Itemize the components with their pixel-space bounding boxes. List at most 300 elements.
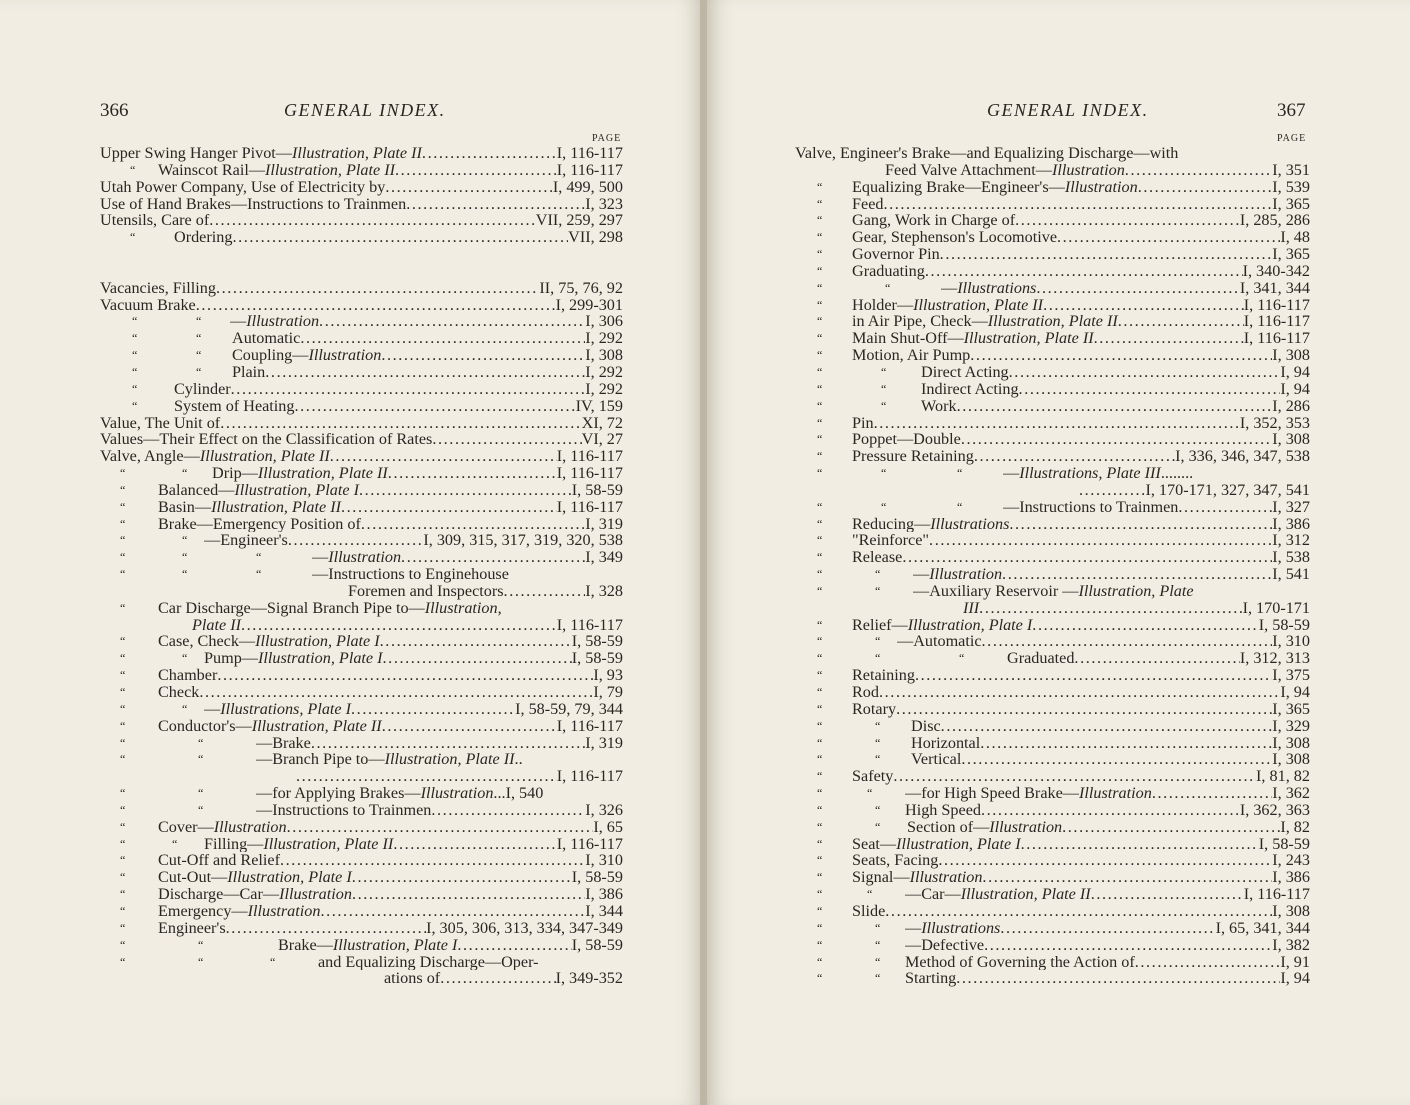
page-reference: I, 309, 315, 317, 319, 320, 538	[423, 532, 623, 550]
entry-italic: Illustration	[246, 313, 320, 331]
ditto-mark: “	[120, 887, 126, 902]
page-reference: I, 323	[585, 195, 623, 213]
entry-text: Motion, Air Pump	[852, 347, 971, 364]
entry-text: Pressure Retaining	[852, 448, 974, 466]
ditto-mark: “	[182, 651, 188, 666]
entry-italic: Illustrations, Plate III	[1019, 465, 1161, 482]
entry-text: Case, Check—	[158, 633, 256, 651]
leader-dots	[1009, 364, 1281, 381]
entry-italic: Illustration	[1051, 161, 1125, 179]
leader-dots	[457, 937, 571, 954]
ditto-mark: “	[817, 617, 823, 632]
entry-italic: Illustration	[328, 549, 402, 567]
right-page	[707, 0, 1410, 1105]
ditto-mark: “	[817, 668, 823, 683]
page-reference: I, 308	[1272, 347, 1310, 364]
index-entry	[795, 785, 1310, 802]
leader-dots	[216, 280, 539, 297]
ditto-mark: “	[132, 381, 138, 396]
index-entry	[100, 145, 623, 162]
page-reference: I, 386	[585, 886, 623, 903]
index-entry	[795, 212, 1310, 229]
page-reference: I, 308	[1272, 751, 1310, 769]
page-reference: I, 91	[1280, 953, 1310, 971]
page-reference: I, 243	[1272, 852, 1310, 870]
index-entry	[795, 145, 1310, 162]
page-reference: I, 341, 344	[1239, 279, 1310, 297]
ditto-mark: “	[120, 466, 126, 481]
index-entry	[100, 566, 623, 583]
index-entry	[795, 330, 1310, 347]
ditto-mark: “	[182, 567, 188, 582]
entry-text: —Branch Pipe to—	[256, 751, 385, 769]
entry-text: Values—Their Effect on the Classification of Rates	[100, 431, 433, 449]
ditto-mark: “	[120, 802, 126, 817]
entry-text: —	[204, 700, 221, 718]
index-entry	[795, 297, 1310, 314]
index-entry	[795, 516, 1310, 533]
ditto-mark: “	[120, 482, 126, 497]
ditto-mark: “	[120, 870, 126, 885]
ditto-mark: “	[817, 364, 823, 379]
page-reference: I, 365	[1272, 700, 1310, 718]
ditto-mark: “	[875, 937, 881, 952]
ditto-mark: “	[132, 398, 138, 413]
ditto-mark: “	[817, 280, 823, 295]
index-entry	[795, 179, 1310, 196]
leader-dots	[1118, 313, 1244, 330]
ditto-mark: “	[120, 718, 126, 733]
leader-dots	[957, 398, 1273, 415]
ditto-mark: “	[875, 718, 881, 733]
ditto-mark: “	[120, 634, 126, 649]
entry-italic: Illustration	[308, 347, 382, 364]
index-entry	[100, 465, 623, 482]
leader-dots	[981, 802, 1240, 819]
entry-italic: Illustration, Plate I	[227, 869, 352, 887]
leader-dots	[938, 852, 1272, 869]
entry-text: Pump—	[204, 650, 258, 668]
ditto-mark: “	[198, 735, 204, 750]
entry-text: Wainscot Rail—	[158, 161, 266, 179]
entry-text: —	[230, 313, 247, 331]
ditto-mark: “	[881, 364, 887, 379]
leader-dots	[199, 684, 593, 701]
ditto-mark: “	[817, 314, 823, 329]
entry-text: Ordering	[174, 229, 233, 247]
page-number: 367	[1277, 100, 1306, 121]
page-reference: I, 94	[1280, 684, 1310, 701]
ditto-mark: “	[817, 786, 823, 801]
entry-text: Engineer's	[158, 919, 226, 937]
index-entry	[100, 819, 623, 836]
page-reference: I, 349	[585, 549, 623, 567]
index-entry	[100, 920, 623, 937]
index-entry	[100, 499, 623, 516]
page-reference: I, 58-59	[1258, 835, 1310, 853]
page-reference: I, 94	[1280, 970, 1310, 988]
entry-text: Coupling—	[232, 347, 309, 364]
ditto-mark: “	[875, 583, 881, 598]
index-entry	[795, 836, 1310, 853]
ditto-mark: “	[817, 769, 823, 784]
entry-text: Conductor's—	[158, 717, 252, 735]
ditto-mark: “	[875, 567, 881, 582]
page-reference: I, 94	[1280, 363, 1310, 381]
entry-text: in Air Pipe, Check—	[852, 313, 988, 331]
index-entry	[100, 600, 623, 617]
leader-dots	[1079, 482, 1145, 499]
page-reference: I, 327	[1272, 498, 1310, 516]
index-entry	[795, 937, 1310, 954]
page-reference: I, 328	[585, 582, 623, 600]
entry-italic: Illustration, Plate II	[291, 145, 422, 162]
entry-text: —Instructions to Trainmen	[1003, 498, 1179, 516]
index-entry	[795, 532, 1310, 549]
entry-text: ations of	[384, 970, 441, 988]
index-entry	[100, 381, 623, 398]
page-reference: I, 299-301	[555, 296, 623, 314]
page-reference: I, 292	[585, 380, 623, 398]
index-entry	[795, 684, 1310, 701]
ditto-mark: “	[817, 954, 823, 969]
ditto-mark: “	[817, 718, 823, 733]
ditto-mark: “	[817, 735, 823, 750]
ditto-mark: “	[817, 415, 823, 430]
entry-text: Utensils, Care of	[100, 212, 210, 230]
index-entry	[100, 718, 623, 735]
page-reference: I, 58-59	[571, 481, 623, 499]
leader-dots	[1135, 954, 1281, 971]
index-entry	[100, 297, 623, 314]
entry-text: —Engineer's	[204, 532, 288, 550]
entry-text: Cover—	[158, 818, 214, 836]
index-entry	[100, 179, 623, 196]
entry-text: Poppet—Double	[852, 431, 961, 449]
page-reference: I, 65	[593, 818, 623, 836]
leader-dots	[504, 583, 586, 600]
page-reference: I, 306	[585, 313, 623, 331]
ditto-mark: “	[817, 550, 823, 565]
index-entry	[100, 836, 623, 853]
leader-dots	[874, 415, 1240, 432]
ditto-mark: “	[182, 701, 188, 716]
page-reference: I, 539	[1272, 178, 1310, 196]
leader-dots	[380, 633, 572, 650]
page-reference: I, 351	[1272, 161, 1310, 179]
ditto-mark: “	[256, 550, 262, 565]
leader-dots	[896, 701, 1272, 718]
leader-dots	[422, 145, 557, 162]
leader-dots	[956, 970, 1280, 987]
index-column	[100, 145, 623, 987]
page-reference: I, 375	[1272, 667, 1310, 684]
index-entry	[100, 684, 623, 701]
page-reference: I, 319	[585, 734, 623, 752]
ditto-mark: “	[817, 381, 823, 396]
leader-dots	[925, 263, 1243, 280]
leader-dots	[385, 179, 553, 196]
page-reference: I, 58-59	[571, 633, 623, 651]
entry-text: Starting	[905, 970, 957, 988]
index-entry	[100, 431, 623, 448]
entry-text: Upper Swing Hanger Pivot—	[100, 145, 292, 162]
index-entry	[100, 415, 623, 432]
ditto-mark: “	[198, 786, 204, 801]
index-entry	[795, 162, 1310, 179]
ditto-mark: “	[130, 230, 136, 245]
entry-text: —	[905, 919, 922, 937]
page-column-label: PAGE	[1277, 133, 1307, 144]
entry-text: Direct Acting	[921, 363, 1009, 381]
ditto-mark: “	[132, 364, 138, 379]
page-reference: I, 170-171	[1242, 599, 1310, 617]
entry-text: Gear, Stephenson's Locomotive	[852, 229, 1058, 247]
leader-dots	[381, 347, 585, 364]
entry-text: Method of Governing the Action of	[905, 953, 1135, 971]
entry-italic: Illustration	[909, 869, 983, 887]
ditto-mark: “	[120, 550, 126, 565]
page-reference: VII, 259, 297	[535, 212, 623, 230]
leader-dots	[319, 313, 585, 330]
leader-dots	[1152, 785, 1272, 802]
entry-italic: III	[963, 599, 980, 617]
entry-text: High Speed	[905, 801, 981, 819]
leader-dots	[1138, 179, 1273, 196]
index-entry	[795, 415, 1310, 432]
entry-italic: Illustration	[1078, 785, 1152, 802]
entry-text: —	[1003, 465, 1020, 482]
entry-text: Release	[852, 549, 903, 567]
leader-dots	[879, 684, 1280, 701]
page-reference: I, 308	[585, 347, 623, 364]
entry-text: Main Shut-Off—	[852, 330, 964, 348]
left-page	[0, 0, 703, 1105]
page-reference: I, 286	[1272, 397, 1310, 415]
leader-dots	[287, 819, 594, 836]
entry-italic: Illustrations	[930, 515, 1010, 533]
entry-text: and Equalizing Discharge—Oper-	[318, 953, 539, 971]
index-entry	[100, 196, 623, 213]
ditto-mark: “	[817, 752, 823, 767]
index-entry	[795, 313, 1310, 330]
index-entry	[795, 920, 1310, 937]
index-entry	[100, 735, 623, 752]
index-entry	[795, 886, 1310, 903]
leader-dots	[1032, 617, 1258, 634]
entry-text: System of Heating	[174, 397, 295, 415]
entry-text: Graduating	[852, 262, 925, 280]
entry-italic: Illustration	[279, 886, 352, 903]
page-reference: I, 352, 353	[1239, 414, 1310, 432]
index-entry	[795, 650, 1310, 667]
ditto-mark: “	[817, 887, 823, 902]
leader-dots	[431, 802, 585, 819]
leader-dots	[940, 246, 1273, 263]
leader-dots	[432, 431, 581, 448]
leader-dots	[383, 650, 572, 667]
index-entry	[795, 566, 1310, 583]
entry-text: —	[941, 279, 958, 297]
ditto-mark: “	[120, 499, 126, 514]
ditto-mark: “	[817, 499, 823, 514]
page-reference: I, 365	[1272, 246, 1310, 263]
page-number: 366	[100, 100, 129, 121]
page-reference: VI, 27	[581, 431, 623, 449]
ditto-mark: “	[132, 331, 138, 346]
ditto-mark: “	[817, 263, 823, 278]
index-entry	[100, 802, 623, 819]
ditto-mark: “	[120, 903, 126, 918]
index-entry	[795, 701, 1310, 718]
leader-dots	[209, 212, 536, 229]
ditto-mark: “	[817, 651, 823, 666]
ditto-mark: “	[867, 887, 873, 902]
running-head: GENERAL INDEX.	[987, 100, 1149, 120]
entry-text: Pin	[852, 414, 874, 432]
leader-dots	[352, 886, 585, 903]
leader-dots	[893, 768, 1256, 785]
entry-text: Governor Pin	[852, 246, 940, 263]
leader-dots	[1062, 819, 1280, 836]
leader-dots	[231, 381, 586, 398]
index-entry	[795, 465, 1310, 482]
entry-text: Automatic	[232, 330, 301, 348]
index-entry	[100, 212, 623, 229]
page-reference: I, 386	[1272, 515, 1310, 533]
index-entry	[100, 937, 623, 954]
entry-text: Check	[158, 684, 200, 701]
entry-italic: Illustration	[420, 785, 494, 802]
page-reference: I, 336, 346, 347, 538	[1175, 448, 1310, 466]
ditto-mark: “	[817, 213, 823, 228]
running-head: GENERAL INDEX.	[284, 100, 446, 120]
entry-text: Cylinder	[174, 380, 231, 398]
index-entry	[100, 852, 623, 869]
entry-text: —Brake	[256, 734, 311, 752]
page-reference: I, 344	[585, 902, 623, 920]
leader-dots	[217, 667, 593, 684]
entry-text: —	[312, 549, 329, 567]
ditto-mark: “	[957, 499, 963, 514]
index-entry	[100, 347, 623, 364]
ditto-mark: “	[885, 280, 891, 295]
page-reference: I, 312	[1272, 532, 1310, 550]
entry-text: "Reinforce"	[852, 532, 930, 550]
ditto-mark: “	[120, 786, 126, 801]
entry-italic: Illustration,	[424, 599, 502, 617]
leader-dots	[979, 600, 1242, 617]
ditto-mark: “	[196, 364, 202, 379]
index-entry	[795, 600, 1310, 617]
leader-dots	[401, 549, 585, 566]
ditto-mark: “	[875, 971, 881, 986]
index-entry	[100, 583, 623, 600]
leader-dots	[341, 499, 557, 516]
entry-italic: Illustration	[989, 818, 1063, 836]
leader-dots	[970, 347, 1272, 364]
leader-dots	[440, 970, 555, 987]
entry-text: Brake—	[278, 936, 333, 954]
page-reference: I, 116-117	[1243, 886, 1310, 903]
leader-dots	[980, 735, 1272, 752]
page-column-label: PAGE	[592, 133, 622, 144]
section-gap	[100, 246, 623, 280]
page-reference: I, 292	[585, 330, 623, 348]
page-reference: I, 82	[1280, 818, 1310, 836]
entry-text: —Instructions to Trainmen	[256, 801, 432, 819]
entry-italic: Illustrations	[921, 919, 1001, 937]
ditto-mark: “	[817, 971, 823, 986]
index-entry	[100, 482, 623, 499]
entry-italic: Illustration, Plate II	[913, 296, 1044, 314]
leader-dots	[388, 465, 557, 482]
entry-text: Emergency—	[158, 902, 248, 920]
entry-text: —Automatic	[897, 633, 982, 651]
ditto-mark: “	[817, 331, 823, 346]
ditto-mark: “	[817, 701, 823, 716]
ditto-mark: “	[959, 651, 965, 666]
page-reference: ..	[514, 751, 523, 769]
ditto-mark: “	[120, 600, 126, 615]
entry-text: Vertical	[911, 751, 962, 769]
ditto-mark: “	[817, 516, 823, 531]
leader-dots	[941, 718, 1273, 735]
page-reference: I, 386	[1272, 869, 1310, 887]
index-entry	[100, 633, 623, 650]
ditto-mark: “	[817, 634, 823, 649]
page-reference: I, 382	[1272, 936, 1310, 954]
leader-dots	[296, 768, 557, 785]
index-entry	[100, 886, 623, 903]
entry-italic: Illustration	[929, 566, 1003, 583]
ditto-mark: “	[198, 802, 204, 817]
index-entry	[795, 448, 1310, 465]
ditto-mark: “	[198, 954, 204, 969]
leader-dots	[280, 852, 585, 869]
ditto-mark: “	[120, 937, 126, 952]
index-entry	[795, 499, 1310, 516]
page-reference: I, 116-117	[556, 717, 623, 735]
index-entry	[100, 869, 623, 886]
leader-dots	[1091, 886, 1244, 903]
leader-dots	[232, 229, 568, 246]
leader-dots	[982, 869, 1272, 886]
ditto-mark: “	[817, 567, 823, 582]
ditto-mark: “	[120, 819, 126, 834]
ditto-mark: “	[817, 348, 823, 363]
ditto-mark: “	[817, 583, 823, 598]
index-entry	[795, 954, 1310, 971]
leader-dots	[984, 937, 1272, 954]
index-entry	[100, 549, 623, 566]
entry-italic: Illustration, Plate	[1078, 582, 1194, 600]
entry-text: Horizontal	[911, 734, 981, 752]
page-reference: I, 116-117	[556, 768, 623, 786]
page-reference: I, 538	[1272, 549, 1310, 567]
index-entry	[795, 280, 1310, 297]
ditto-mark: “	[875, 735, 881, 750]
entry-text: Valve, Engineer's Brake—and Equalizing Discharge—with	[795, 145, 1179, 162]
index-entry	[100, 650, 623, 667]
page-reference: I, 170-171, 327, 347, 541	[1145, 481, 1310, 499]
entry-italic: Illustration, Plate II	[265, 161, 395, 179]
ditto-mark: “	[817, 903, 823, 918]
entry-text: Plain	[232, 363, 266, 381]
ditto-mark: “	[817, 685, 823, 699]
index-entry	[795, 381, 1310, 398]
index-entry	[795, 617, 1310, 634]
